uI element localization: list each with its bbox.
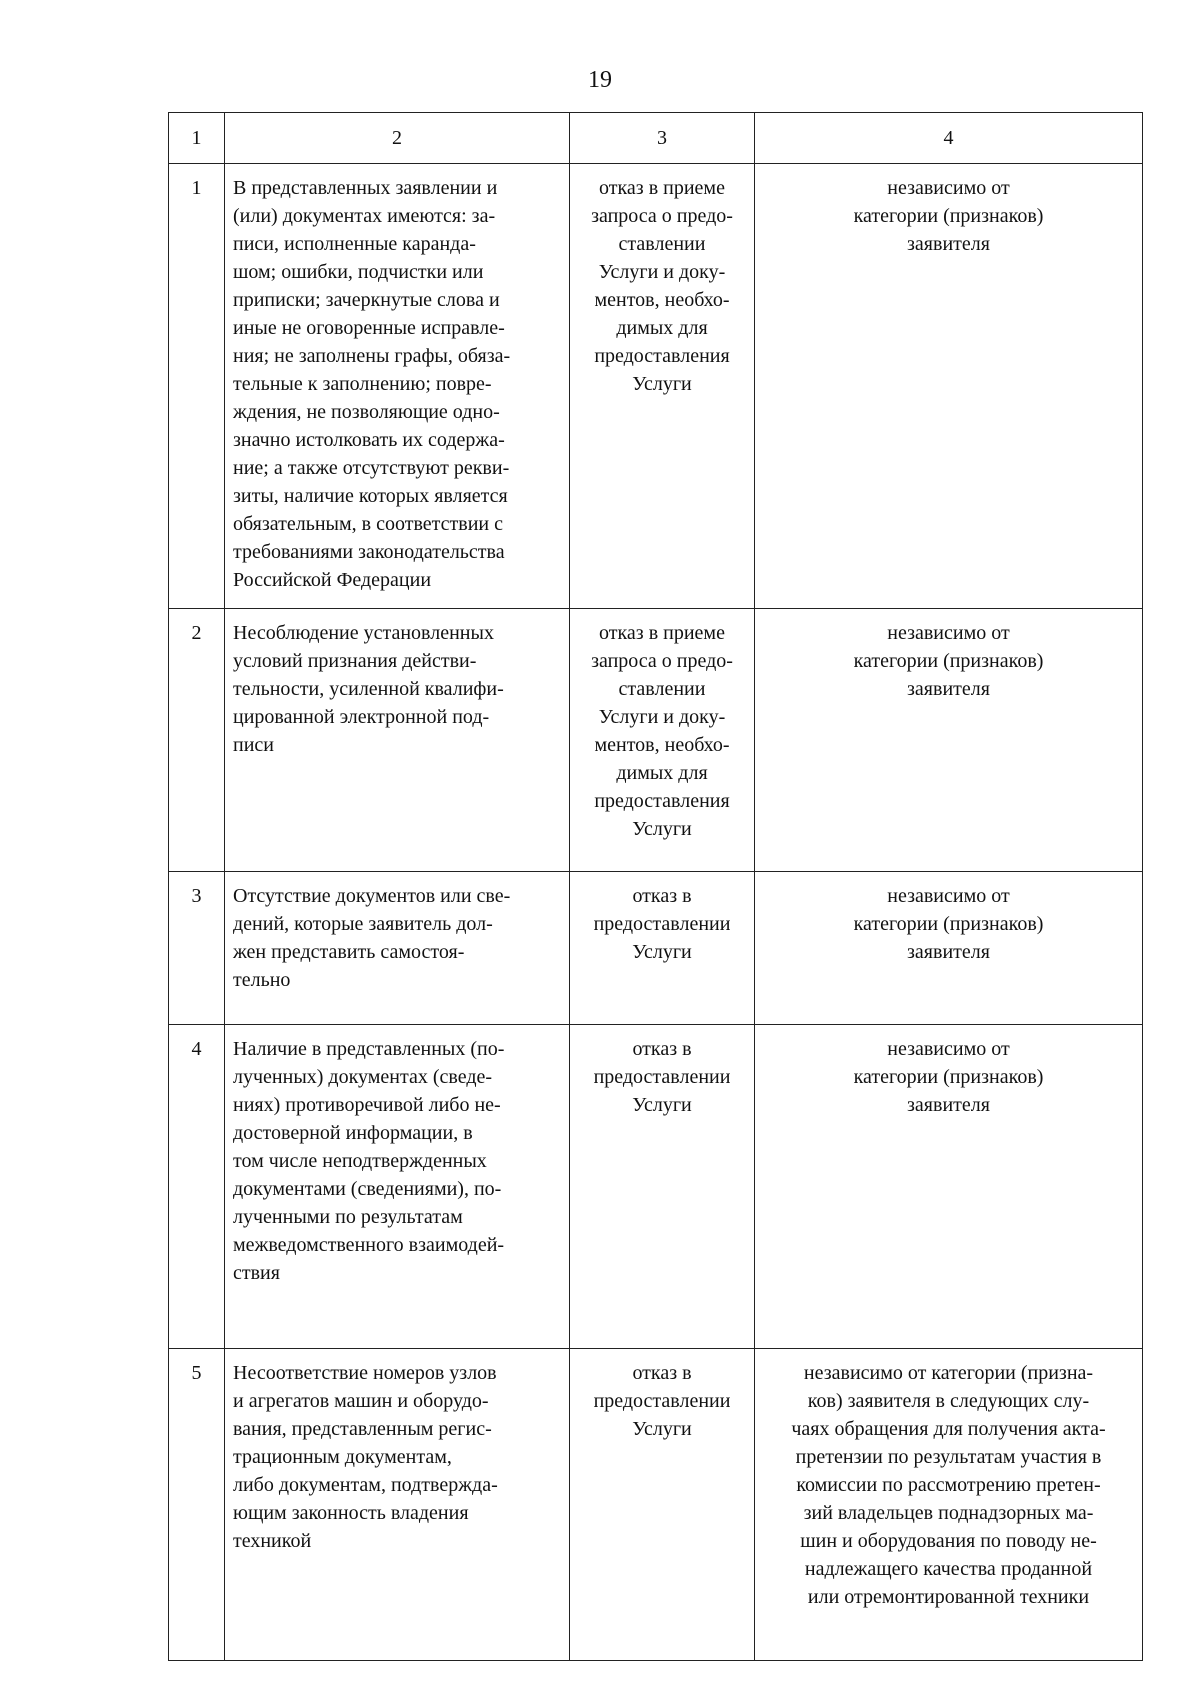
text-line: писи, исполненные каранда- (233, 233, 476, 255)
text-line: независимо от (887, 1038, 1010, 1060)
text-line: жен представить самостоя- (233, 941, 465, 963)
ground-description (225, 872, 570, 1025)
decision-type (570, 872, 755, 1025)
text-line: заявителя (907, 941, 990, 963)
text-line: ниях) противоречивой либо не- (233, 1094, 501, 1116)
text-line: Услуги (632, 1094, 692, 1116)
header-cell-4: 4 (755, 113, 1143, 164)
text-line: комиссии по рассмотрению претен- (796, 1474, 1101, 1496)
decision-type (570, 1349, 755, 1661)
text-line: независимо от (887, 177, 1010, 199)
text-line: требованиями законодательства (233, 541, 505, 563)
text-line: независимо от (887, 622, 1010, 644)
text-line: Наличие в представленных (по- (233, 1038, 505, 1060)
text-line: трационным документам, (233, 1446, 452, 1468)
text-line: лученных) документах (сведе- (233, 1066, 493, 1088)
decision-type (570, 164, 755, 609)
text-line: отказ в (632, 1038, 692, 1060)
text-line: дений, которые заявитель дол- (233, 913, 493, 935)
grounds-table (168, 112, 1143, 1661)
text-line: Услуги (632, 941, 692, 963)
table-header-row (169, 113, 1143, 164)
text-line: ков) заявителя в следующих слу- (807, 1390, 1090, 1412)
text-line: предоставления (594, 345, 730, 367)
header-cell-3: 3 (570, 113, 755, 164)
text-line: значно истолковать их содержа- (233, 429, 505, 451)
text-line: предоставлении (593, 1066, 731, 1088)
text-line: категории (признаков) (853, 650, 1044, 672)
text-line: шом; ошибки, подчистки или (233, 261, 484, 283)
text-line: категории (признаков) (853, 1066, 1044, 1088)
text-line: ния; не заполнены графы, обяза- (233, 345, 511, 367)
text-line: или отремонтированной техники (807, 1586, 1090, 1608)
text-line: зий владельцев поднадзорных ма- (803, 1502, 1094, 1524)
text-line: цированной электронной под- (233, 706, 490, 728)
text-line: либо документам, подтвержда- (233, 1474, 498, 1496)
text-line: тельно (233, 969, 291, 991)
row-number: 4 (169, 1025, 225, 1349)
table-row (169, 1025, 1143, 1349)
table-row (169, 609, 1143, 872)
text-line: запроса о предо- (591, 205, 733, 227)
text-line: димых для (616, 317, 708, 339)
text-line: заявителя (907, 1094, 990, 1116)
text-line: достоверной информации, в (233, 1122, 473, 1144)
text-line: димых для (616, 762, 708, 784)
text-line: предоставления (594, 790, 730, 812)
text-line: лученными по результатам (233, 1206, 463, 1228)
ground-description (225, 609, 570, 872)
text-line: тельности, усиленной квалифи- (233, 678, 504, 700)
text-line: техникой (233, 1530, 312, 1552)
text-line: предоставлении (593, 913, 731, 935)
text-line: отказ в приеме (599, 622, 725, 644)
text-line: Российской Федерации (233, 569, 432, 591)
text-line: Несоответствие номеров узлов (233, 1362, 497, 1384)
decision-type (570, 1025, 755, 1349)
applicant-category (755, 1349, 1143, 1661)
text-line: вания, представленным регис- (233, 1418, 492, 1440)
text-line: тельные к заполнению; повре- (233, 373, 492, 395)
text-line: запроса о предо- (591, 650, 733, 672)
text-line: Услуги и доку- (598, 261, 726, 283)
ground-description (225, 1025, 570, 1349)
table-row (169, 872, 1143, 1025)
text-line: обязательным, в соответствии с (233, 513, 503, 535)
text-line: Услуги (632, 818, 692, 840)
text-line: шин и оборудования по поводу не- (800, 1530, 1097, 1552)
text-line: зиты, наличие которых является (233, 485, 508, 507)
text-line: независимо от (887, 885, 1010, 907)
applicant-category (755, 609, 1143, 872)
decision-type (570, 609, 755, 872)
applicant-category (755, 164, 1143, 609)
text-line: ющим законность владения (233, 1502, 469, 1524)
ground-description (225, 1349, 570, 1661)
text-line: иные не оговоренные исправле- (233, 317, 505, 339)
text-line: межведомственного взаимодей- (233, 1234, 505, 1256)
applicant-category (755, 1025, 1143, 1349)
table-row (169, 1349, 1143, 1661)
page-number: 19 (588, 67, 612, 93)
row-number: 5 (169, 1349, 225, 1661)
text-line: категории (признаков) (853, 205, 1044, 227)
text-line: ментов, необхо- (594, 289, 730, 311)
text-line: В представленных заявлении и (233, 177, 498, 199)
text-line: категории (признаков) (853, 913, 1044, 935)
text-line: отказ в (632, 1362, 692, 1384)
text-line: Услуги (632, 373, 692, 395)
text-line: ние; а также отсутствуют рекви- (233, 457, 510, 479)
text-line: Услуги и доку- (598, 706, 726, 728)
text-line: предоставлении (593, 1390, 731, 1412)
header-cell-2: 2 (225, 113, 570, 164)
text-line: писи (233, 734, 274, 756)
text-line: претензии по результатам участия в (795, 1446, 1102, 1468)
text-line: ствия (233, 1262, 280, 1284)
text-line: чаях обращения для получения акта- (791, 1418, 1106, 1440)
text-line: независимо от категории (призна- (803, 1362, 1094, 1384)
row-number: 1 (169, 164, 225, 609)
text-line: заявителя (907, 233, 990, 255)
text-line: (или) документах имеются: за- (233, 205, 496, 227)
text-line: заявителя (907, 678, 990, 700)
text-line: том числе неподтвержденных (233, 1150, 487, 1172)
header-cell-1: 1 (169, 113, 225, 164)
text-line: условий признания действи- (233, 650, 477, 672)
text-line: ментов, необхо- (594, 734, 730, 756)
text-line: отказ в (632, 885, 692, 907)
text-line: Отсутствие документов или све- (233, 885, 511, 907)
table-row (169, 164, 1143, 609)
text-line: приписки; зачеркнутые слова и (233, 289, 500, 311)
applicant-category (755, 872, 1143, 1025)
text-line: ставлении (618, 678, 706, 700)
text-line: и агрегатов машин и оборудо- (233, 1390, 489, 1412)
text-line: ждения, не позволяющие одно- (233, 401, 500, 423)
text-line: Несоблюдение установленных (233, 622, 494, 644)
row-number: 3 (169, 872, 225, 1025)
ground-description (225, 164, 570, 609)
text-line: Услуги (632, 1418, 692, 1440)
text-line: документами (сведениями), по- (233, 1178, 502, 1200)
text-line: отказ в приеме (599, 177, 725, 199)
row-number: 2 (169, 609, 225, 872)
text-line: надлежащего качества проданной (804, 1558, 1093, 1580)
text-line: ставлении (618, 233, 706, 255)
